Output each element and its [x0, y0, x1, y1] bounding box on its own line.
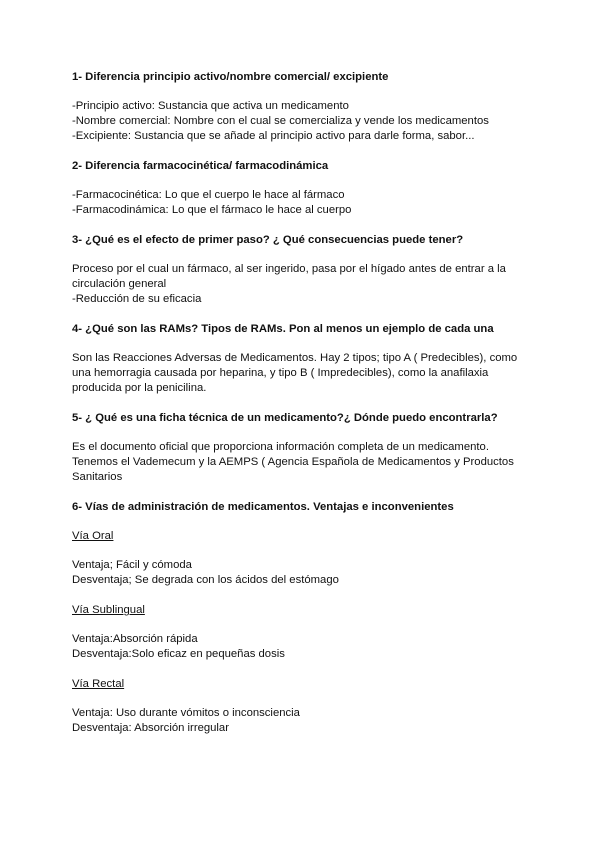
body-line: una hemorragia causada por heparina, y tipo B ( Impredecibles), como la anafilaxia	[72, 367, 489, 379]
section-body	[72, 262, 542, 307]
disadvantage-line: Desventaja; Se degrada con los ácidos del estómago	[72, 574, 339, 586]
section-heading: 4- ¿Qué son las RAMs? Tipos de RAMs. Pon al menos un ejemplo de cada una	[72, 323, 494, 335]
route-body	[72, 706, 542, 736]
section-heading: 3- ¿Qué es el efecto de primer paso? ¿ Qué consecuencias puede tener?	[72, 234, 464, 246]
section-body	[72, 99, 542, 144]
advantage-line: Ventaja:Absorción rápida	[72, 633, 198, 645]
route-sublingual	[72, 603, 542, 677]
body-line: Tenemos el Vademecum y la AEMPS ( Agencia Española de Medicamentos y Productos	[72, 456, 514, 468]
section-2	[72, 159, 542, 233]
section-5	[72, 411, 542, 500]
body-line: Son las Reacciones Adversas de Medicamentos. Hay 2 tipos; tipo A ( Predecibles), como	[72, 352, 518, 364]
disadvantage-line: Desventaja:Solo eficaz en pequeñas dosis	[72, 648, 285, 660]
section-body	[72, 440, 542, 485]
route-title: Vía Sublingual	[72, 604, 145, 616]
section-heading: 1- Diferencia principio activo/nombre comercial/ excipiente	[72, 71, 389, 83]
section-heading: 2- Diferencia farmacocinética/ farmacodinámica	[72, 160, 329, 172]
section-1	[72, 70, 542, 159]
route-body	[72, 632, 542, 662]
route-body	[72, 558, 542, 588]
section-6	[72, 500, 542, 736]
section-body	[72, 351, 542, 396]
route-title: Vía Rectal	[72, 678, 125, 690]
section-heading: 6- Vías de administración de medicamentos. Ventajas e inconvenientes	[72, 501, 454, 513]
route-title: Vía Oral	[72, 530, 114, 542]
document-page	[72, 70, 542, 736]
body-line: -Farmacodinámica: Lo que el fármaco le hace al cuerpo	[72, 204, 352, 216]
advantage-line: Ventaja; Fácil y cómoda	[72, 559, 192, 571]
body-line: circulación general	[72, 278, 167, 290]
body-line: Es el documento oficial que proporciona información completa de un medicamento.	[72, 441, 489, 453]
body-line: Sanitarios	[72, 471, 123, 483]
body-line: -Principio activo: Sustancia que activa un medicamento	[72, 100, 349, 112]
advantage-line: Ventaja: Uso durante vómitos o inconsciencia	[72, 707, 300, 719]
section-4	[72, 322, 542, 411]
section-body	[72, 188, 542, 218]
disadvantage-line: Desventaja: Absorción irregular	[72, 722, 229, 734]
body-line: -Excipiente: Sustancia que se añade al principio activo para darle forma, sabor...	[72, 130, 475, 142]
section-heading: 5- ¿ Qué es una ficha técnica de un medicamento?¿ Dónde puedo encontrarla?	[72, 412, 498, 424]
route-rectal	[72, 677, 542, 736]
body-line: -Nombre comercial: Nombre con el cual se comercializa y vende los medicamentos	[72, 115, 489, 127]
route-oral	[72, 529, 542, 603]
section-3	[72, 233, 542, 322]
body-line: producida por la penicilina.	[72, 382, 207, 394]
body-line: Proceso por el cual un fármaco, al ser ingerido, pasa por el hígado antes de entrar a la	[72, 263, 506, 275]
body-line: -Reducción de su eficacia	[72, 293, 202, 305]
body-line: -Farmacocinética: Lo que el cuerpo le hace al fármaco	[72, 189, 345, 201]
